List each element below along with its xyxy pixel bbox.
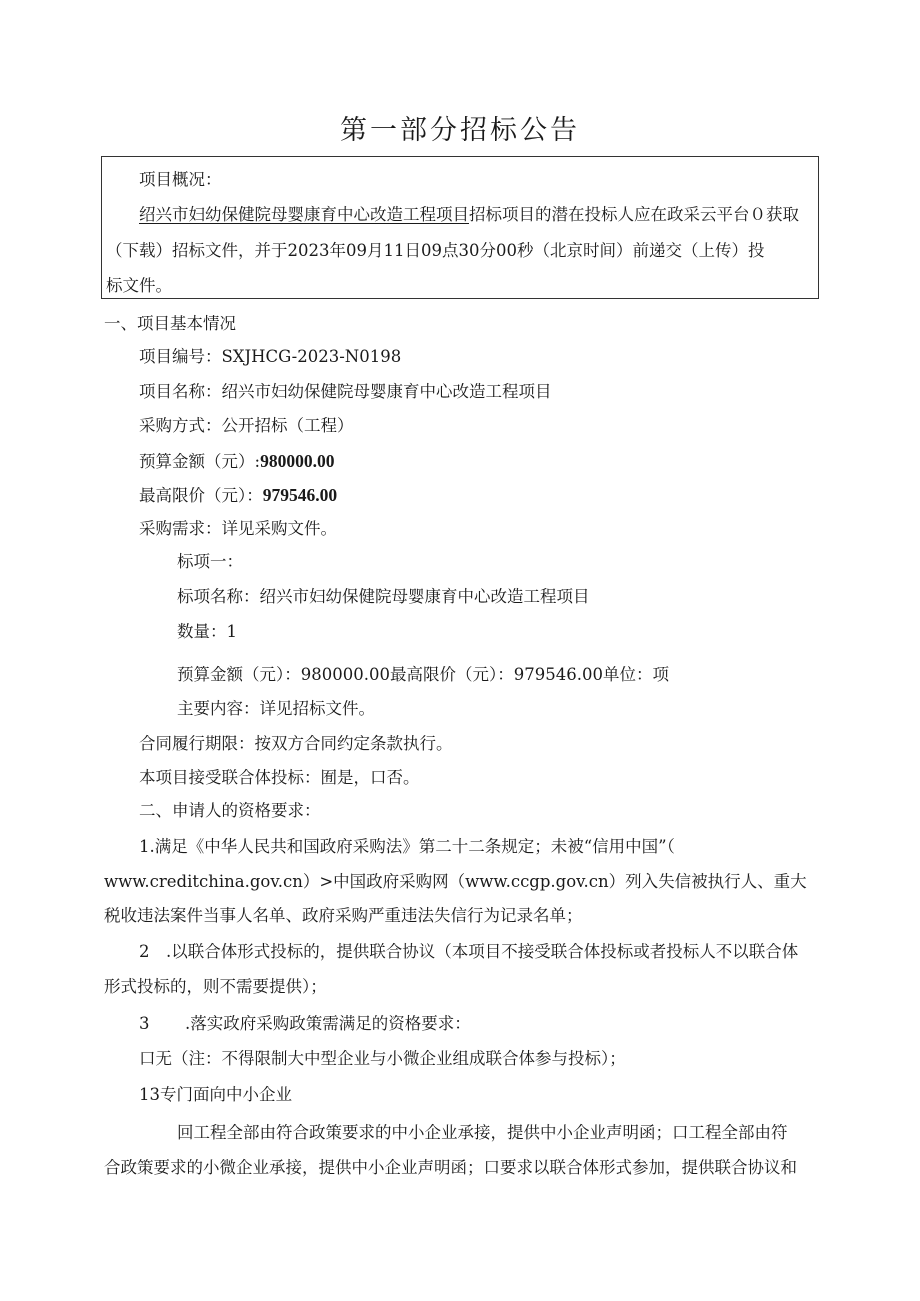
lot-name-row	[177, 587, 590, 607]
project-name-value: 绍兴市妇幼保健院母婴康育中心改造工程项目	[221, 382, 552, 401]
section-2-heading: 二、申请人的资格要求：	[139, 801, 321, 820]
lot-name-label: 标项名称：	[177, 587, 260, 606]
overview-line-3: 标文件。	[106, 276, 172, 295]
contract-period-label: 合同履行期限：	[139, 734, 255, 753]
budget-row	[139, 451, 334, 472]
lot-content-label: 主要内容：	[177, 699, 260, 718]
project-name-row	[139, 382, 552, 402]
procurement-method-label: 采购方式：	[139, 416, 222, 435]
section-1-heading: 一、项目基本情况	[104, 314, 236, 333]
overview-heading: 项目概况：	[139, 170, 222, 189]
lot-heading: 标项一：	[177, 552, 243, 571]
lot-content-row	[177, 699, 375, 719]
project-name-link: 绍兴市妇幼保健院母婴康育中心改造工程项目	[139, 205, 469, 224]
lot-budget-line: 预算金额（元）：980000.00最高限价（元）：979546.00单位：项	[177, 665, 669, 684]
contract-period-row	[139, 734, 453, 754]
lot-quantity-row	[177, 622, 237, 642]
sme-line-2: 合政策要求的小微企业承接，提供中小企业声明函；口要求以联合体形式参加，提供联合协议和	[104, 1158, 797, 1177]
requirement-1-line-2: www.creditchina.gov.cn）>中国政府采购网（www.ccgp.gov.cn）列入失信被执行人、重大	[104, 872, 807, 891]
max-price-row	[139, 485, 337, 506]
requirement-3-number: 3	[139, 1014, 150, 1033]
overview-line-1-rest: 招标项目的潜在投标人应在政采云平台０获取	[469, 205, 799, 224]
contract-period-value: 按双方合同约定条款执行。	[254, 734, 453, 753]
max-price-value: 979546.00	[262, 485, 338, 505]
requirement-2-line-1: 2 .以联合体形式投标的，提供联合协议（本项目不接受联合体投标或者投标人不以联合体	[139, 942, 799, 961]
project-name-label: 项目名称：	[139, 382, 222, 401]
sme-line-1: 回工程全部由符合政策要求的中小企业承接，提供中小企业声明函；口工程全部由符	[177, 1123, 788, 1142]
requirement-2-line-2: 形式投标的，则不需要提供）；	[104, 977, 327, 996]
requirement-3-text: .落实政府采购政策需满足的资格要求：	[185, 1014, 471, 1033]
project-number-value: SXJHCG-2023-N0198	[221, 347, 402, 366]
budget-label: 预算金额（元）:	[139, 452, 261, 471]
lot-quantity-value: 1	[226, 622, 237, 641]
demand-value: 详见采购文件。	[221, 519, 337, 538]
page-title: 第一部分招标公告	[340, 115, 580, 146]
project-number-row	[139, 347, 401, 367]
procurement-method-value: 公开招标（工程）	[221, 416, 354, 435]
option-sme-line: 13专门面向中小企业	[139, 1085, 292, 1104]
procurement-method-row	[139, 416, 354, 436]
budget-value: 980000.00	[260, 451, 335, 471]
max-price-label: 最高限价（元）：	[139, 486, 263, 505]
demand-label: 采购需求：	[139, 519, 222, 538]
project-number-label: 项目编号：	[139, 347, 222, 366]
lot-name-value: 绍兴市妇幼保健院母婴康育中心改造工程项目	[259, 587, 590, 606]
demand-row	[139, 519, 337, 539]
requirement-1-line-3: 税收违法案件当事人名单、政府采购严重违法失信行为记录名单；	[104, 906, 583, 925]
lot-content-value: 详见招标文件。	[259, 699, 375, 718]
overview-line-1	[139, 205, 799, 225]
requirement-1-line-1: 1.满足《中华人民共和国政府采购法》第二十二条规定；未被“信用中国”（	[139, 837, 675, 856]
consortium-line: 本项目接受联合体投标：囿是，口否。	[139, 768, 420, 787]
lot-quantity-label: 数量：	[177, 622, 227, 641]
overview-line-2: （下载）招标文件，并于2023年09月11日09点30分00秒（北京时间）前递交（上传）投	[106, 241, 765, 260]
option-none-line: 口无（注：不得限制大中型企业与小微企业组成联合体参与投标）；	[139, 1049, 626, 1068]
